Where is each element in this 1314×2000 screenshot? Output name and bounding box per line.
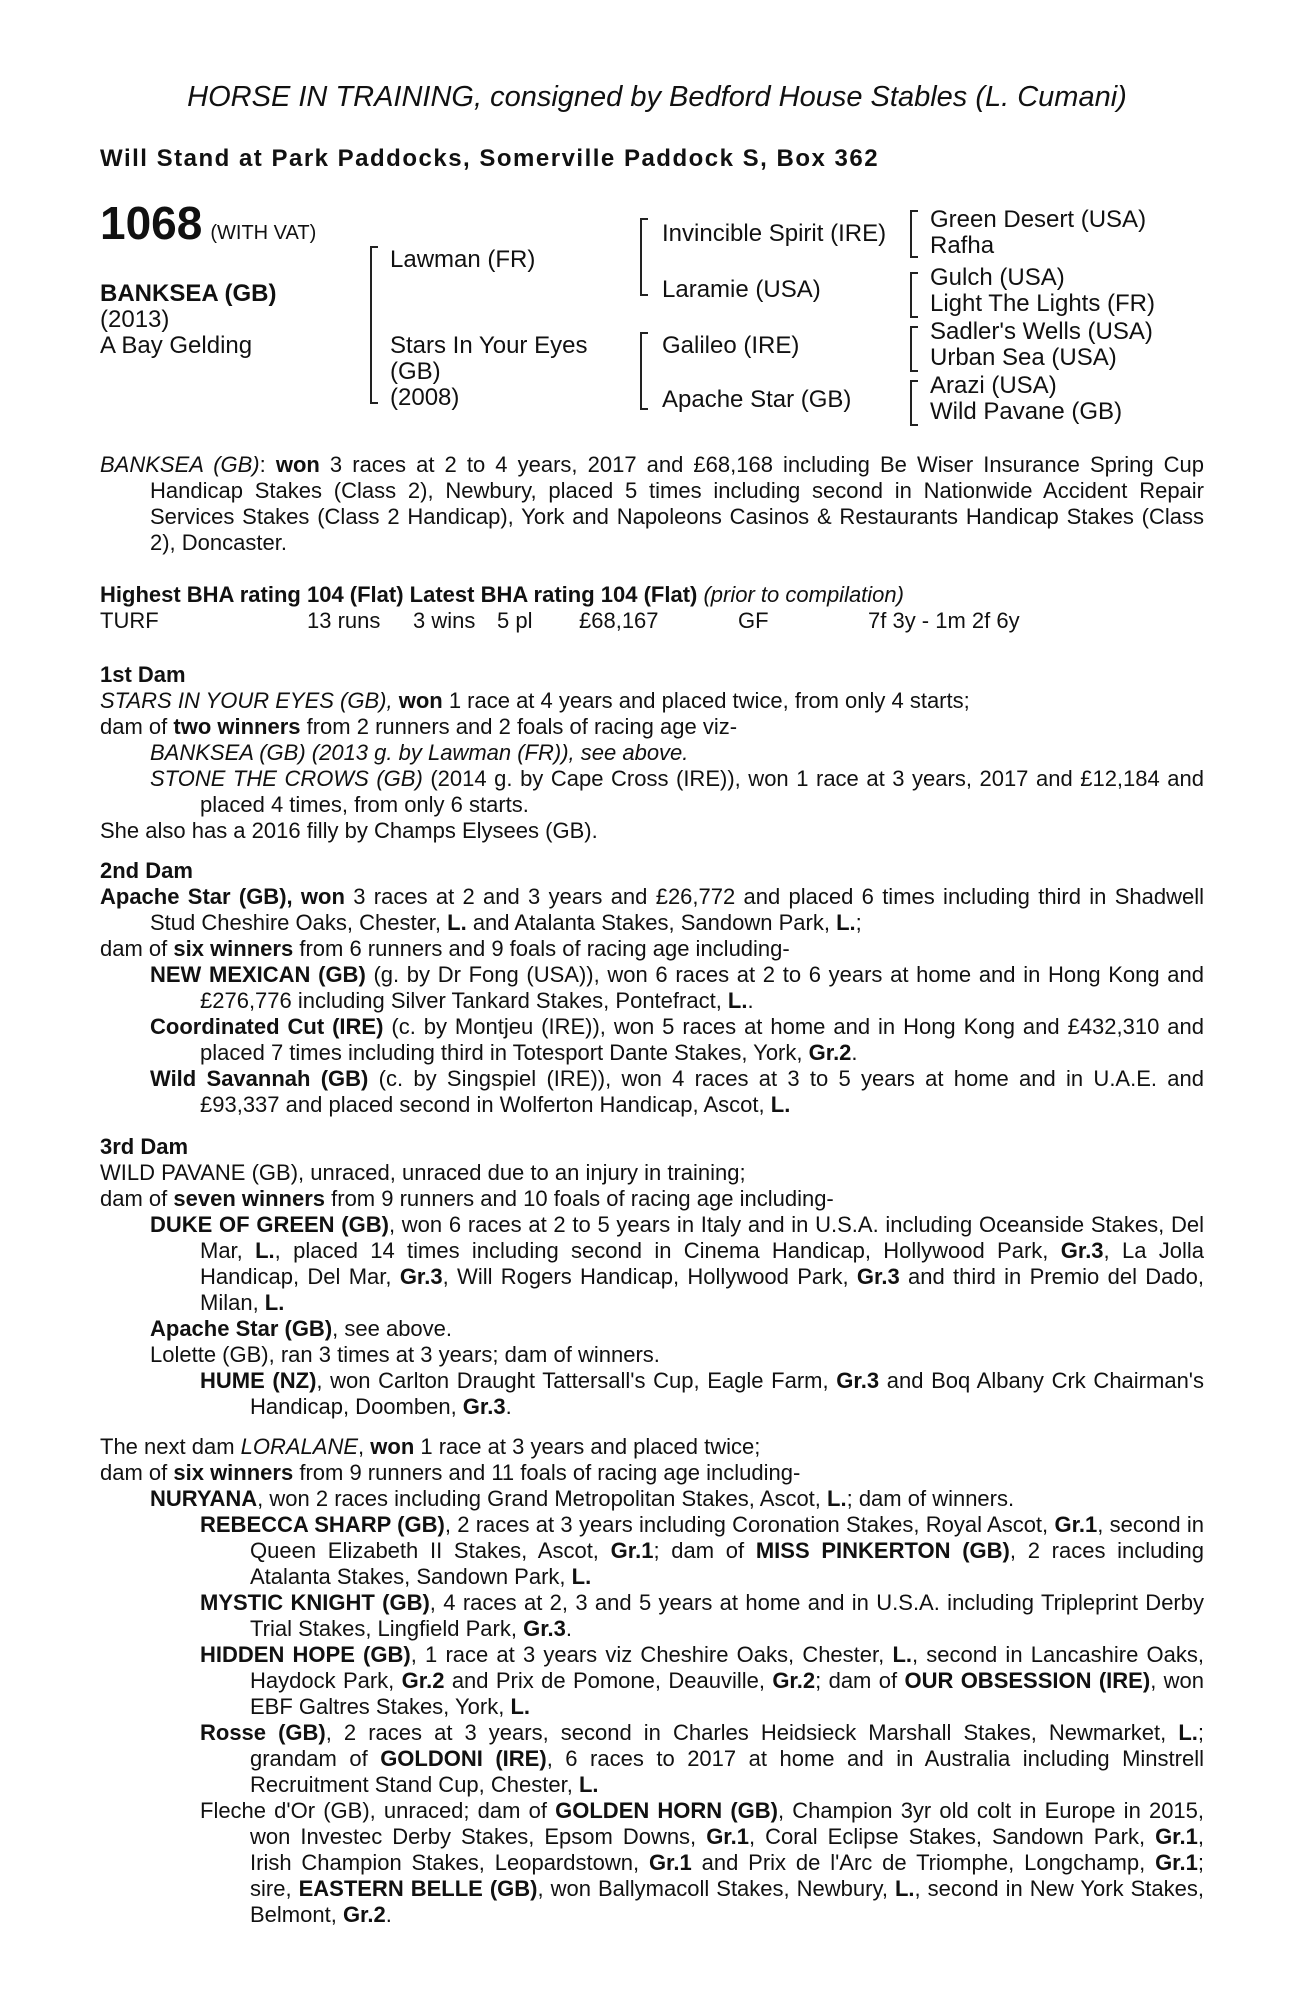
turf-record: TURF 13 runs 3 wins 5 pl £68,167 GF 7f 3y - 1m 2f 6y	[100, 608, 1020, 633]
second-dam-section: 2nd Dam Apache Star (GB), won 3 races at 2 and 3 years and £26,772 and placed 6 times including third in Shadwell Stud Cheshire Oaks, Chester, L. and Atalanta Stakes, Sandown Park, L.; dam of six winners from 6 runners and 9 foals of racing age including- NEW MEXICAN (GB) (g. by Dr Fong (USA)), won 6 races at 2 to 6 years at home and in Hong Kong and £276,776 including Silver Tankard Stakes, Pontefract, L.. Coordinated Cut (IRE) (c. by Montjeu (IRE)), won 5 races at home and in Hong Kong and £432,310 and placed 7 times including third in Totesport Dante Stakes, York, Gr.2. Wild Savannah (GB) (c. by Singspiel (IRE)), won 4 races at 3 to 5 years at home and in U.A.E. and £93,337 and placed second in Wolferton Handicap, Ascot, L.	[100, 858, 1205, 1117]
pedigree-g7: Arazi (USA)	[930, 372, 1057, 399]
lot-info	[100, 197, 317, 249]
pedigree-brace-sire	[640, 218, 648, 296]
rating-line: Highest BHA rating 104 (Flat) Latest BHA rating 104 (Flat) (prior to compilation)	[100, 582, 904, 607]
page-title: HORSE IN TRAINING, consigned by Bedford House Stables (L. Cumani)	[187, 81, 1127, 113]
horse-description: A Bay Gelding	[100, 332, 253, 359]
pedigree-g1: Green Desert (USA)	[930, 206, 1147, 233]
pedigree-dam-dam: Apache Star (GB)	[662, 386, 852, 413]
pedigree-brace-g2	[910, 272, 918, 318]
pedigree-dam-1: Stars In Your Eyes	[390, 332, 588, 359]
horse-year: (2013)	[100, 306, 170, 333]
pedigree-g5: Sadler's Wells (USA)	[930, 318, 1153, 345]
race-summary: BANKSEA (GB): won 3 races at 2 to 4 years, 2017 and £68,168 including Be Wiser Insurance Spring Cup Handicap Stakes (Class 2), Newbury, placed 5 times including second in Nationwide Accident Repair Services Stakes (Class 2 Handicap), York and Napoleons Casinos & Restaurants Handicap Stakes (Class 2), Doncaster.	[100, 452, 1204, 555]
pedigree-g3: Gulch (USA)	[930, 264, 1065, 291]
first-dam-section: 1st Dam STARS IN YOUR EYES (GB), won 1 race at 4 years and placed twice, from only 4 starts; dam of two winners from 2 runners and 2 foals of racing age viz- BANKSEA (GB) (2013 g. by Lawman (FR)), see above. STONE THE CROWS (GB) (2014 g. by Cape Cross (IRE)), won 1 race at 3 years, 2017 and £12,184 and placed 4 times, from only 6 starts. She also has a 2016 filly by Champs Elysees (GB).	[100, 662, 1205, 843]
pedigree-brace-g4	[910, 380, 918, 426]
pedigree-g4: Light The Lights (FR)	[930, 290, 1155, 317]
pedigree-sire-sire: Invincible Spirit (IRE)	[662, 220, 887, 247]
pedigree-sire: Lawman (FR)	[390, 246, 536, 273]
pedigree-g2: Rafha	[930, 232, 995, 259]
pedigree-brace-g3	[910, 326, 918, 372]
pedigree-brace-dam	[640, 332, 648, 410]
pedigree-brace-main	[370, 246, 378, 404]
pedigree-dam-3: (2008)	[390, 384, 460, 411]
pedigree-dam-2: (GB)	[390, 358, 441, 385]
pedigree-g8: Wild Pavane (GB)	[930, 398, 1123, 425]
pedigree-brace-g1	[910, 210, 918, 258]
pedigree-sire-dam: Laramie (USA)	[662, 276, 821, 303]
next-dam-section: The next dam LORALANE, won 1 race at 3 years and placed twice; dam of six winners from 9 runners and 11 foals of racing age including- NURYANA, won 2 races including Grand Metropolitan Stakes, Ascot, L.; dam of winners. REBECCA SHARP (GB), 2 races at 3 years including Coronation Stakes, Royal Ascot, Gr.1, second in Queen Elizabeth II Stakes, Ascot, Gr.1; dam of MISS PINKERTON (GB), 2 races including Atalanta Stakes, Sandown Park, L. MYSTIC KNIGHT (GB), 4 races at 2, 3 and 5 years at home and in U.S.A. including Tripleprint Derby Trial Stakes, Lingfield Park, Gr.3. HIDDEN HOPE (GB), 1 race at 3 years viz Cheshire Oaks, Chester, L., second in Lancashire Oaks, Haydock Park, Gr.2 and Prix de Pomone, Deauville, Gr.2; dam of OUR OBSESSION (IRE), won EBF Galtres Stakes, York, L. Rosse (GB), 2 races at 3 years, second in Charles Heidsieck Marshall Stakes, Newmarket, L.; grandam of GOLDONI (IRE), 6 races to 2017 at home and in Australia including Minstrell Recruitment Stand Cup, Chester, L. Fleche d'Or (GB), unraced; dam of GOLDEN HORN (GB), Champion 3yr old colt in Europe in 2015, won Investec Derby Stakes, Epsom Downs, Gr.1, Coral Eclipse Stakes, Sandown Park, Gr.1, Irish Champion Stakes, Leopardstown, Gr.1 and Prix de l'Arc de Triomphe, Longchamp, Gr.1; sire, EASTERN BELLE (GB), won Ballymacoll Stakes, Newbury, L., second in New York Stakes, Belmont, Gr.2.	[100, 1434, 1205, 1927]
horse-name: BANKSEA (GB)	[100, 280, 277, 307]
vat-note: (WITH VAT)	[210, 222, 317, 244]
stand-location: Will Stand at Park Paddocks, Somerville Paddock S, Box 362	[100, 145, 880, 172]
lot-number: 1068	[100, 197, 203, 249]
third-dam-section: 3rd Dam WILD PAVANE (GB), unraced, unraced due to an injury in training; dam of seven winners from 9 runners and 10 foals of racing age including- DUKE OF GREEN (GB), won 6 races at 2 to 5 years in Italy and in U.S.A. including Oceanside Stakes, Del Mar, L., placed 14 times including second in Cinema Handicap, Hollywood Park, Gr.3, La Jolla Handicap, Del Mar, Gr.3, Will Rogers Handicap, Hollywood Park, Gr.3 and third in Premio del Dado, Milan, L. Apache Star (GB), see above. Lolette (GB), ran 3 times at 3 years; dam of winners. HUME (NZ), won Carlton Draught Tattersall's Cup, Eagle Farm, Gr.3 and Boq Albany Crk Chairman's Handicap, Doomben, Gr.3.	[100, 1134, 1205, 1419]
pedigree-dam-sire: Galileo (IRE)	[662, 332, 800, 359]
pedigree-g6: Urban Sea (USA)	[930, 344, 1117, 371]
